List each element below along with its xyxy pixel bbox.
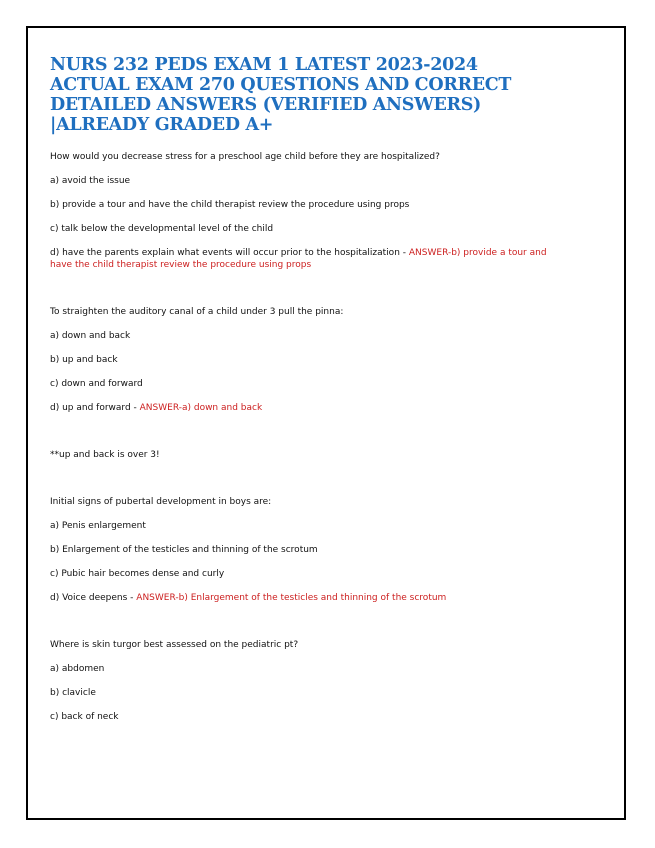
option-a: a) avoid the issue xyxy=(50,176,131,186)
option-b: b) clavicle xyxy=(50,688,96,698)
option-a: a) down and back xyxy=(50,331,131,341)
question-1 xyxy=(50,151,550,271)
question-prompt: Initial signs of pubertal development in boys are: xyxy=(50,497,272,507)
spacer xyxy=(50,426,550,449)
option-d-text: d) have the parents explain what events will occur prior to the hospitalization - xyxy=(50,248,409,258)
option-d xyxy=(50,247,550,271)
option-d xyxy=(50,402,550,414)
option-a: a) abdomen xyxy=(50,664,105,674)
document-title: NURS 232 PEDS EXAM 1 LATEST 2023-2024 ACTUAL EXAM 270 QUESTIONS AND CORRECT DETAILED ANSWERS (VERIFIED ANSWERS) |ALREADY GRADED A+ xyxy=(50,55,512,135)
document-content xyxy=(50,55,550,735)
option-c: c) Pubic hair becomes dense and curly xyxy=(50,569,225,579)
option-d xyxy=(50,592,550,604)
question-prompt: Where is skin turgor best assessed on the pediatric pt? xyxy=(50,640,299,650)
question-note: **up and back is over 3! xyxy=(50,450,160,460)
option-c: c) down and forward xyxy=(50,379,143,389)
answer-text: ANSWER-a) down and back xyxy=(139,403,263,413)
option-c: c) back of neck xyxy=(50,712,119,722)
option-b: b) provide a tour and have the child therapist review the procedure using props xyxy=(50,200,410,210)
question-4 xyxy=(50,639,550,723)
answer-text: ANSWER-b) Enlargement of the testicles and thinning of the scrotum xyxy=(136,593,447,603)
option-d-text: d) up and forward - xyxy=(50,403,140,413)
question-2 xyxy=(50,306,550,461)
spacer xyxy=(50,283,550,306)
question-prompt: To straighten the auditory canal of a child under 3 pull the pinna: xyxy=(50,307,344,317)
spacer xyxy=(50,473,550,496)
option-d-text: d) Voice deepens - xyxy=(50,593,137,603)
option-b: b) up and back xyxy=(50,355,118,365)
question-prompt: How would you decrease stress for a preschool age child before they are hospitalized? xyxy=(50,152,440,162)
spacer xyxy=(50,616,550,639)
option-c: c) talk below the developmental level of the child xyxy=(50,224,274,234)
option-b: b) Enlargement of the testicles and thinning of the scrotum xyxy=(50,545,318,555)
option-a: a) Penis enlargement xyxy=(50,521,146,531)
answer-text: ANSWER-b) provide a tour and have the child therapist review the procedure using props xyxy=(50,248,547,270)
question-3 xyxy=(50,496,550,604)
